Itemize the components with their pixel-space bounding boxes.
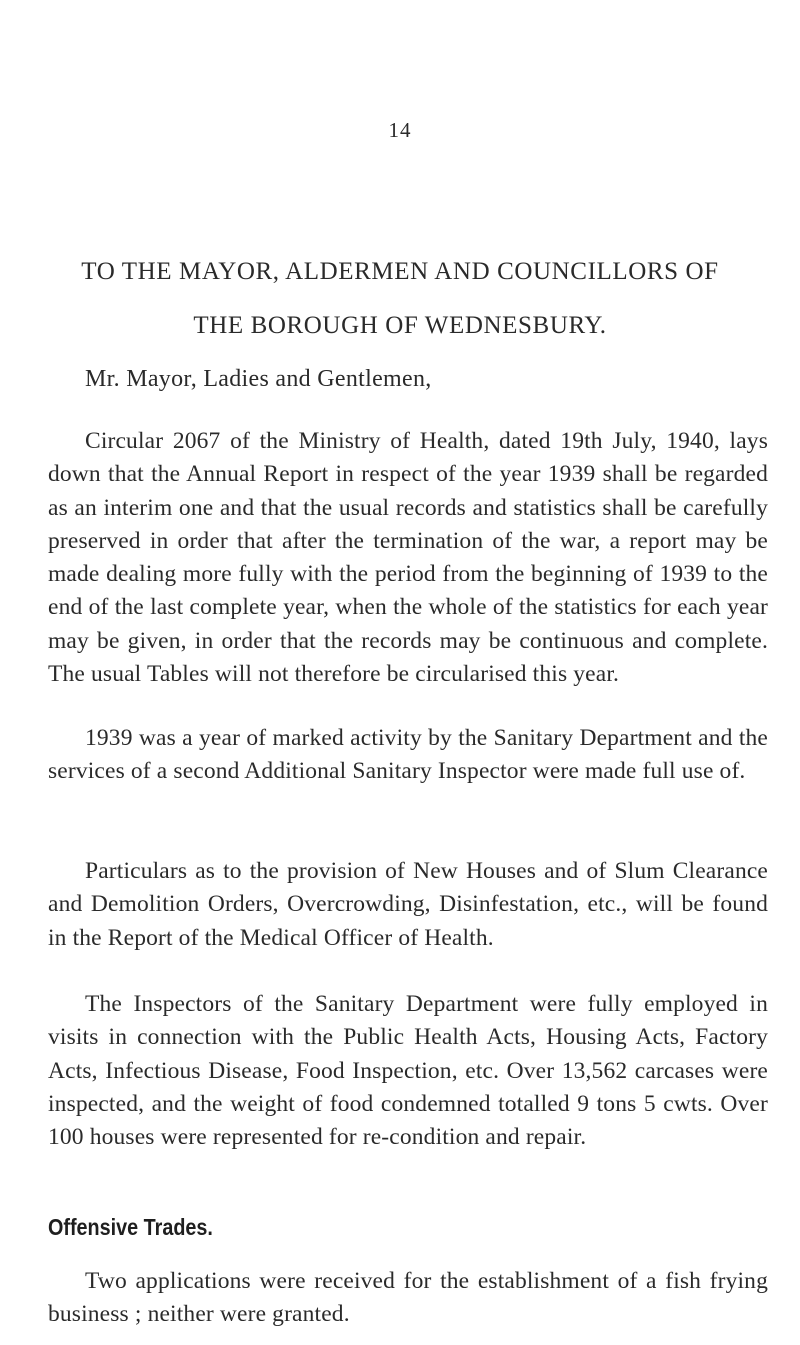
report-heading-line-2: THE BOROUGH OF WEDNESBURY.	[193, 312, 607, 339]
salutation: Mr. Mayor, Ladies and Gentlemen,	[85, 366, 432, 392]
report-heading-line-1: TO THE MAYOR, ALDERMEN AND COUNCILLORS OF	[81, 258, 719, 285]
paragraph-sanitary-activity: 1939 was a year of marked activity by the Sanitary Department and the services of a second Additional Sanitary Inspector were made full use of.	[48, 725, 768, 785]
paragraph-circular: Circular 2067 of the Ministry of Health, dated 19th July, 1940, lays down that the Annual Report in respect of the year 1939 shall be regarded as an interim one and that the usual records and statistics shall be carefully preserved in order that after the termination of the war, a report may be made dealing more fully with the period from the beginning of 1939 to the end of the last complete year, when the whole of the statistics for each year may be given, in order that the records may be continuous and complete. The usual Tables will not therefore be circularised this year.	[48, 428, 768, 688]
offensive-trades-heading: Offensive Trades.	[48, 1214, 213, 1240]
page-number: 14	[388, 118, 412, 142]
paragraph-inspectors: The Inspectors of the Sanitary Department were fully employed in visits in connection with the Public Health Acts, Housing Acts, Factory Acts, Infectious Disease, Food Inspection, etc. Over 13,562 carcases were inspected, and the weight of food condemned totalled 9 tons 5 cwts. Over 100 houses were represented for re-condition and repair.	[48, 991, 768, 1151]
offensive-trades-paragraph: Two applications were received for the establishment of a fish frying business ; neither were granted.	[48, 1268, 768, 1328]
paragraph-housing-particulars: Particulars as to the provision of New Houses and of Slum Clearance and Demolition Orders, Overcrowding, Disinfestation, etc., will be found in the Report of the Medical Officer of Health.	[48, 858, 768, 951]
